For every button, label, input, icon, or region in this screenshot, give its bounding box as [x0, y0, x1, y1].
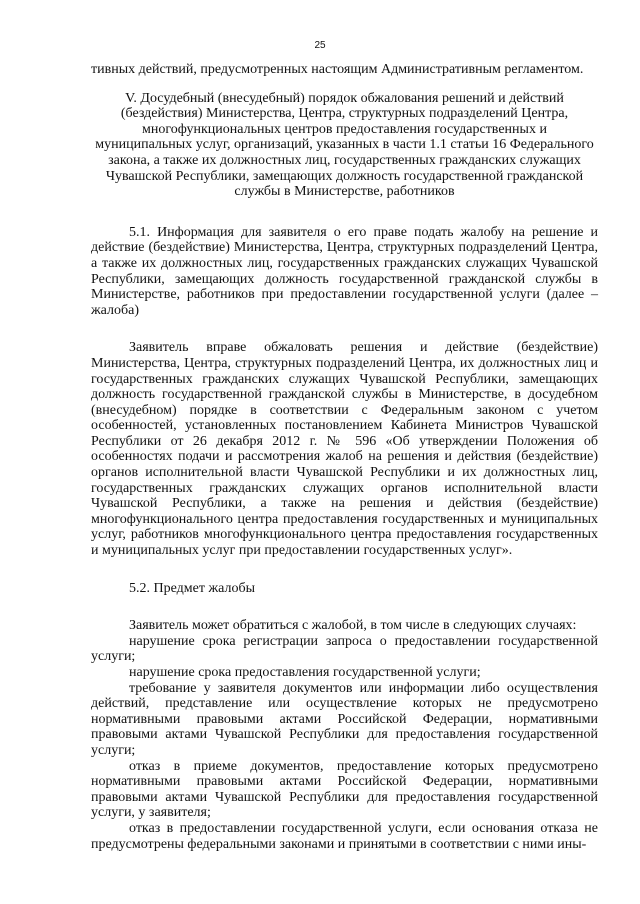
paragraph-cases-intro: Заявитель может обратиться с жалобой, в том числе в следующих случаях:	[129, 618, 577, 634]
list-item-case-1: нарушение срока регистрации запроса о предоставлении государственной услуги;	[91, 633, 598, 665]
continuation-line: тивных действий, предусмотренных настоящим Административным регламентом.	[91, 62, 584, 77]
page-body	[91, 62, 598, 852]
list-item-case-3: требование у заявителя документов или информации либо осуществления действий, представление или осуществление которых не предусмотрено нормативными правовыми актами Российской Федерации, нормативными правовыми актами Чувашской Республики для предоставления государственной услуги;	[91, 680, 598, 758]
paragraph-appeal-right: Заявитель вправе обжаловать решения и действие (бездействие) Министерства, Центра, структурных подразделений Центра, их должностных лиц и государственных гражданских служащих Чувашской Республики, замещающих должность государственной гражданской службы в Министерстве, в досудебном (внесудебном) порядке в соответствии с Федеральным законом с учетом особенностей, установленных постановлением Кабинета Министров Чувашской Республики от 26 декабря 2012 г. № 596 «Об утверждении Положения об особенностях подачи и рассмотрения жалоб на решения и действия (бездействие) органов исполнительной власти Чувашской Республики и их должностных лиц, государственных гражданских служащих органов исполнительной власти Чувашской Республики, а также на решения и действия (бездействие) многофункционального центра предоставления государственных и муниципальных услуг, работников многофункционального центра предоставления государственных и муниципальных услуг при предоставлении государственных услуг».	[91, 340, 598, 559]
page-number: 25	[314, 40, 326, 51]
paragraph-5-1: 5.1. Информация для заявителя о его праве подать жалобу на решение и действие (бездействие) Министерства, Центра, структурных подразделений Центра, а также их должностных лиц, государственных гражданских служащих Чувашской Республики, замещающих должность государственной гражданской службы в Министерстве, работников при предоставлении государственной услуги (далее – жалоба)	[91, 224, 598, 318]
list-item-case-4: отказ в приеме документов, предоставление которых предусмотрено нормативными правовыми актами Российской Федерации, нормативными правовыми актами Чувашской Республики для предоставления государственной услуги, у заявителя;	[91, 758, 598, 821]
subheading-5-2: 5.2. Предмет жалобы	[129, 580, 255, 596]
list-item-case-2: нарушение срока предоставления государственной услуги;	[129, 665, 481, 680]
section-heading: V. Досудебный (внесудебный) порядок обжалования решений и действий (бездействия) Министерства, Центра, структурных подразделений Центра, многофункциональных центров предоставления государственных и муниципальных услуг, организаций, указанных в части 1.1 статьи 16 Федерального закона, а также их должностных лиц, государственных гражданских служащих Чувашской Республики, замещающих должность государственной гражданской службы в Министерстве, работников	[95, 90, 594, 200]
list-item-case-5: отказ в предоставлении государственной услуги, если основания отказа не предусмотрены федеральными законами и принятыми в соответствии с ними ины-	[91, 820, 598, 852]
